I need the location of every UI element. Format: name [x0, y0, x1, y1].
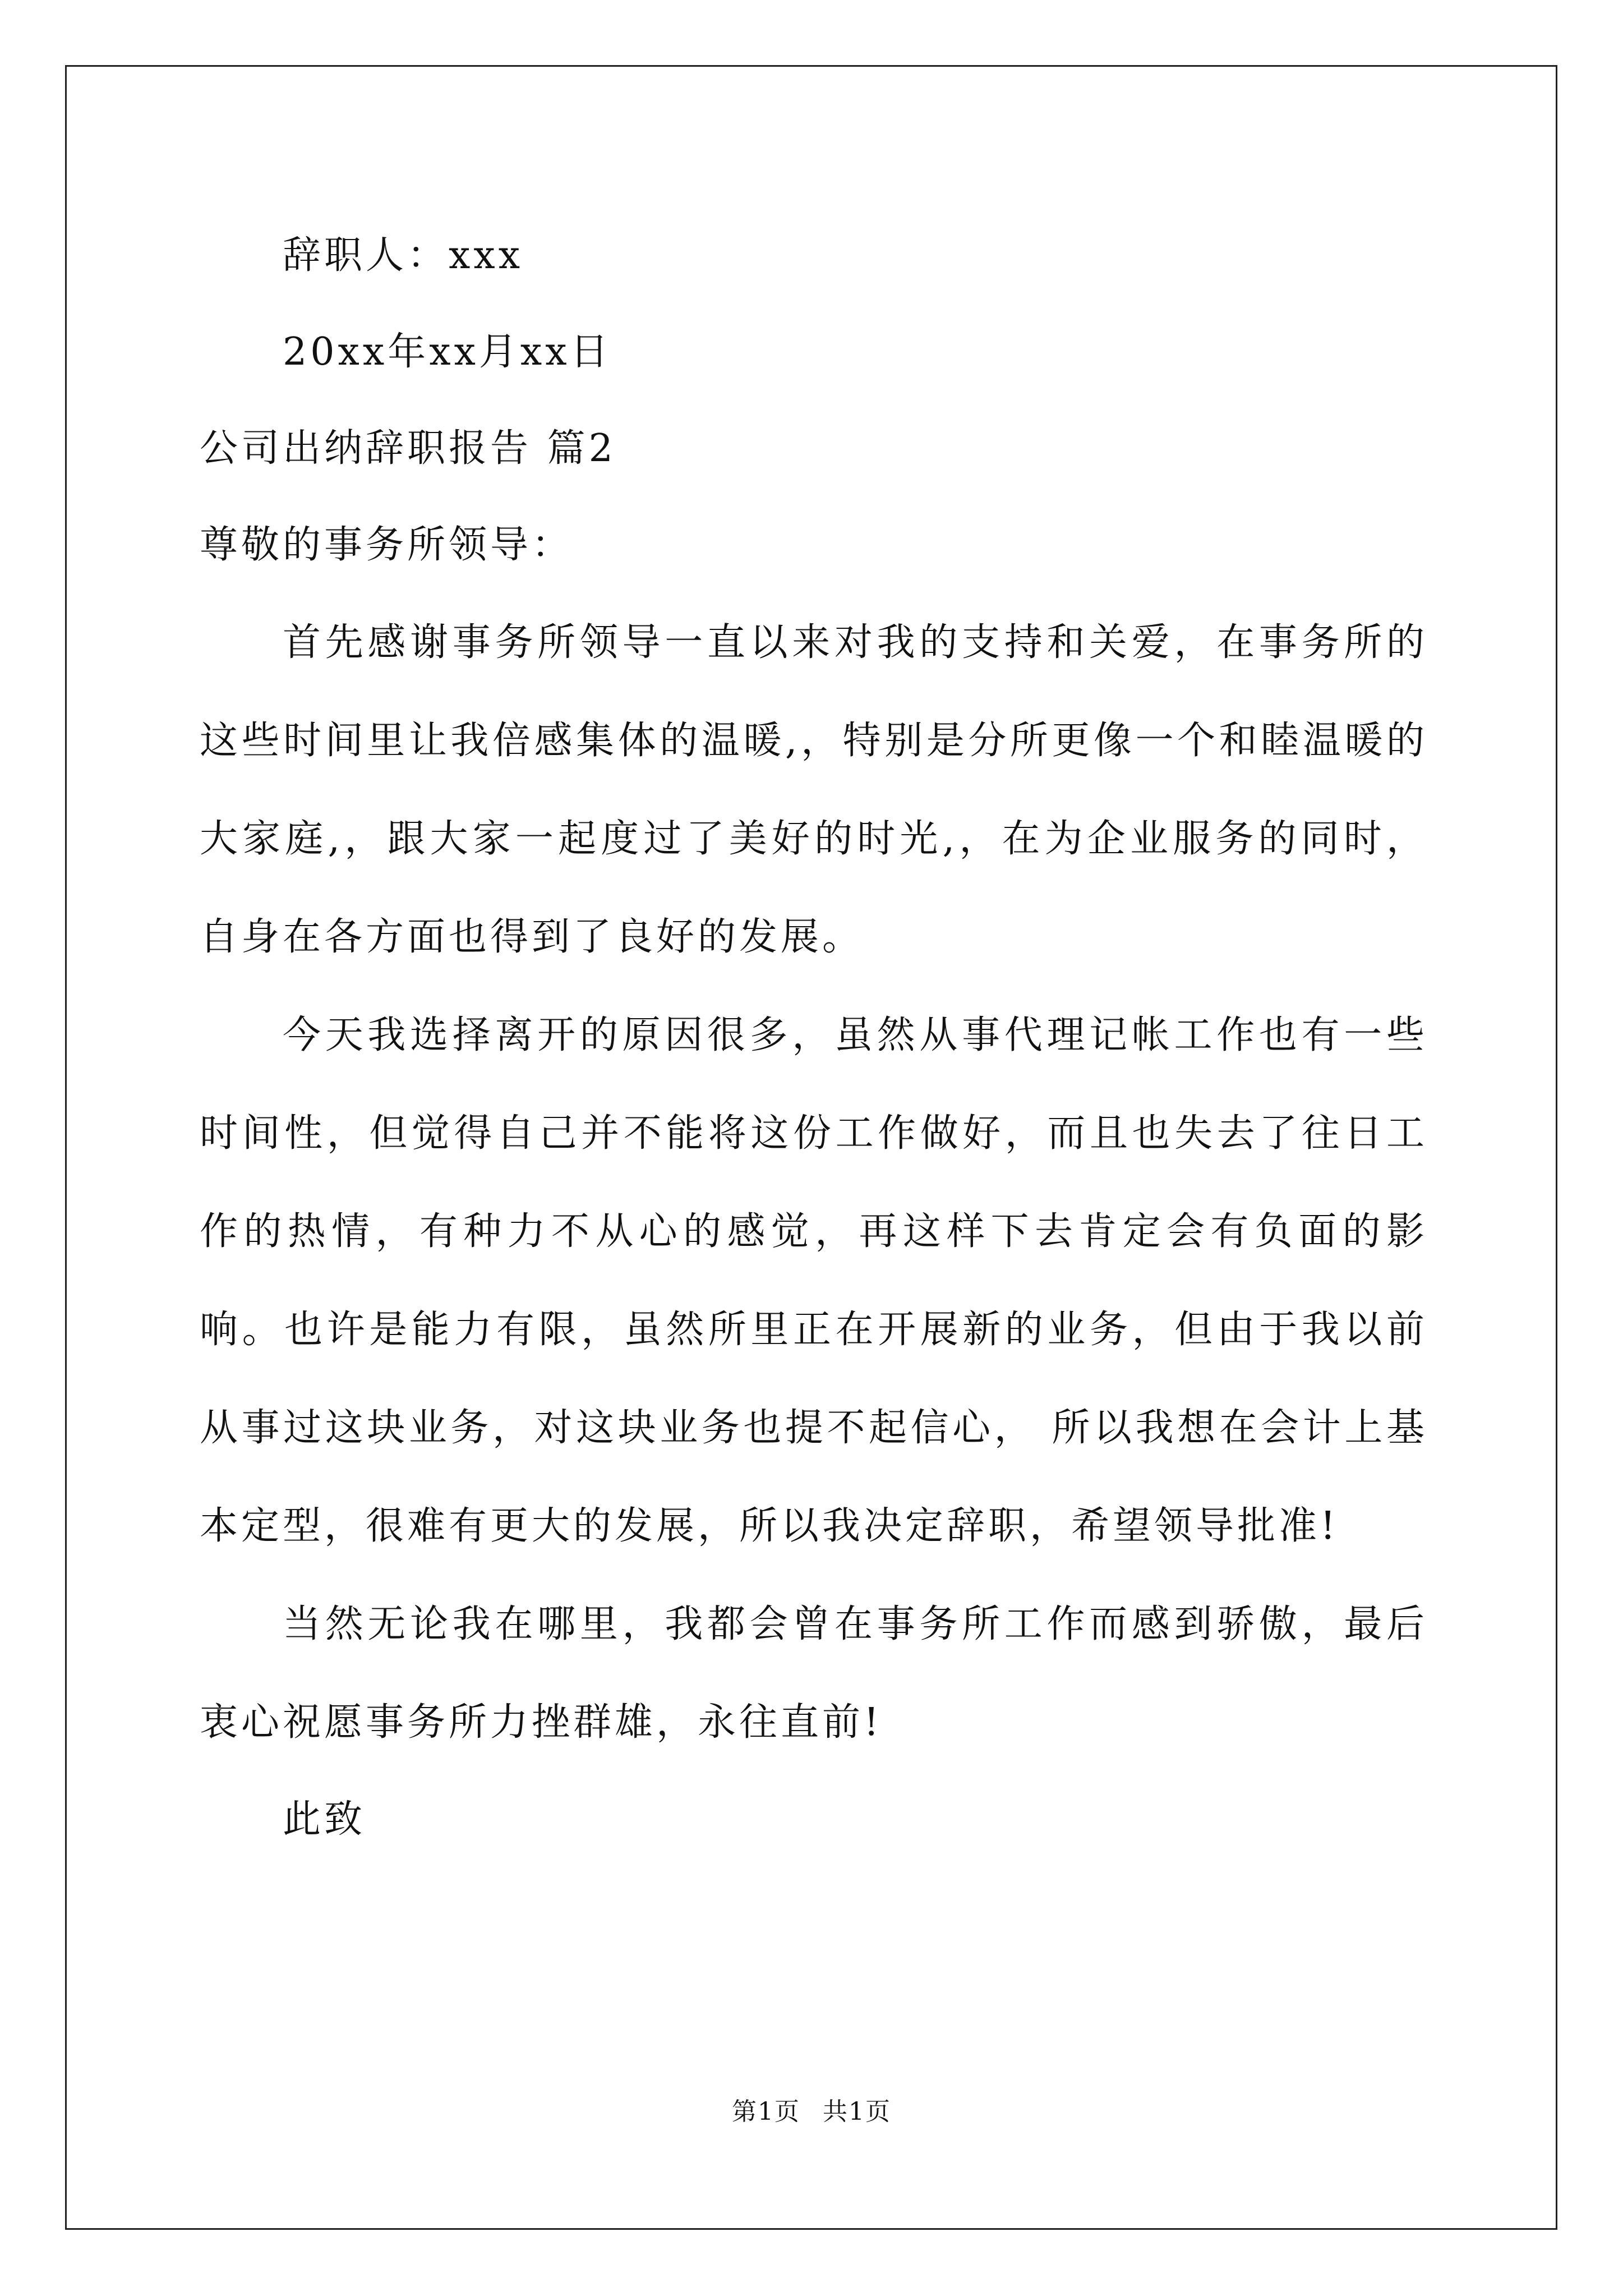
- closing-line: 此致: [283, 1797, 366, 1842]
- page-total: 共1页: [823, 2097, 891, 2126]
- page-footer: [0, 2095, 1623, 2129]
- paragraph-3: 当然无论我在哪里，我都会曾在事务所工作而感到骄傲，最后衷心祝愿事务所力挫群雄，永往直前!: [200, 1602, 1428, 1745]
- page-number: 第1页: [732, 2097, 800, 2126]
- salutation: 尊敬的事务所领导：: [200, 523, 574, 567]
- date-line: 20xx年xx月xx日: [283, 330, 612, 374]
- paragraph-1: 首先感谢事务所领导一直以来对我的支持和关爱，在事务所的这些时间里让我倍感集体的温暖,，特别是分所更像一个和睦温暖的大家庭,，跟大家一起度过了美好的时光,，在为企业服务的同时，自身在各方面也得到了良好的发展。: [200, 620, 1428, 959]
- section-title: 公司出纳辞职报告 篇2: [200, 426, 616, 471]
- document-body: [200, 208, 1428, 1868]
- paragraph-2: 今天我选择离开的原因很多，虽然从事代理记帐工作也有一些时间性，但觉得自己并不能将这份工作做好，而且也失去了往日工作的热情，有种力不从心的感觉，再这样下去肯定会有负面的影响。也许是能力有限，虽然所里正在开展新的业务，但由于我以前从事过这块业务，对这块业务也提不起信心， 所以我想在会计上基本定型，很难有更大的发展，所以我决定辞职，希望领导批准!: [200, 1013, 1428, 1548]
- signer-line: 辞职人：xxx: [283, 233, 524, 278]
